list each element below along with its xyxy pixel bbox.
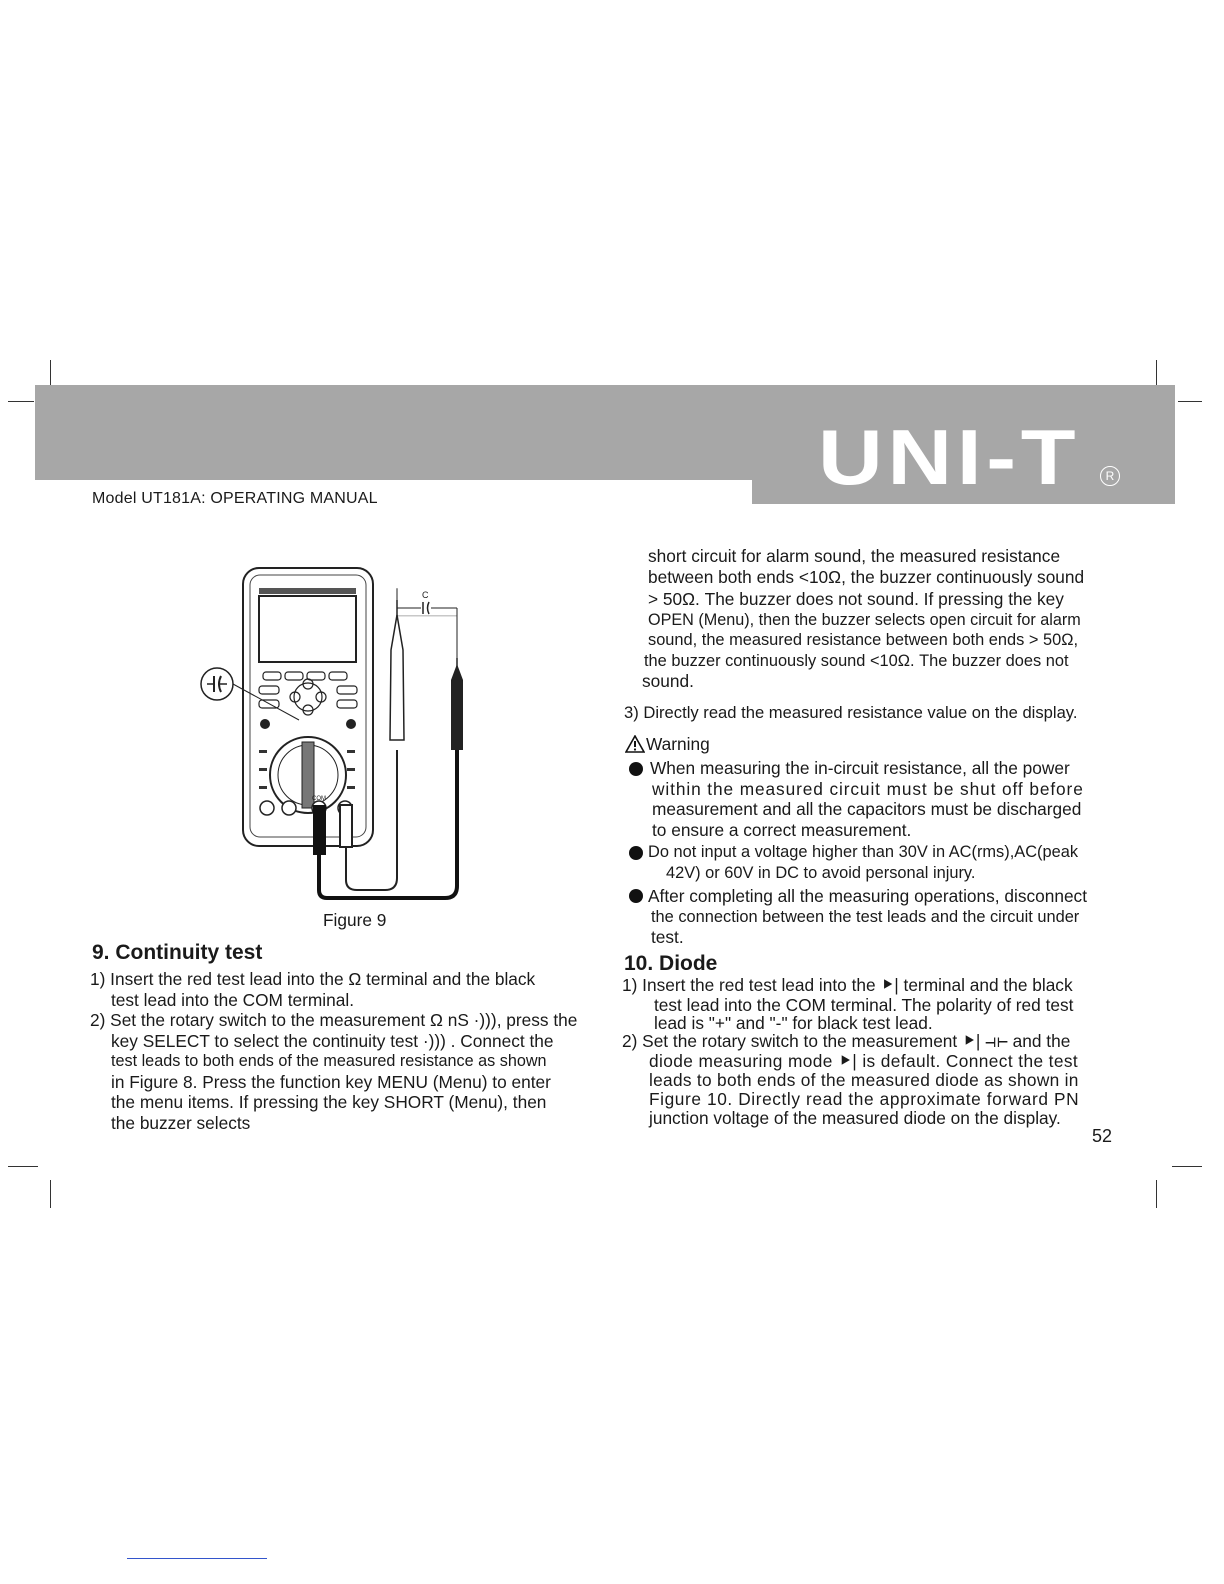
text-line: the menu items. If pressing the key SHORT (Menu), then xyxy=(111,1092,547,1112)
footer-rule xyxy=(127,1558,267,1559)
multimeter-figure xyxy=(195,560,480,910)
text-line: test lead into the COM terminal. xyxy=(111,989,355,1010)
com-label: COM xyxy=(312,796,326,802)
text-line: diode measuring mode ⯈| is default. Connect the test xyxy=(649,1050,1079,1071)
text-line: When measuring the in-circuit resistance, all the power xyxy=(650,758,1070,778)
text-line: key SELECT to select the continuity test ·))) . Connect the xyxy=(111,1030,554,1051)
text-line: in Figure 8. Press the function key MENU (Menu) to enter xyxy=(111,1071,551,1092)
section-10-step-2 xyxy=(622,1031,1079,1128)
text-line: measurement and all the capacitors must be discharged xyxy=(652,799,1082,819)
text-line: the buzzer selects xyxy=(111,1112,251,1133)
warning-item-3 xyxy=(648,886,1087,948)
text-line: leads to both ends of the measured diode as shown in xyxy=(649,1069,1079,1090)
crop-mark xyxy=(8,401,34,402)
text-line: > 50Ω. The buzzer does not sound. If pressing the key xyxy=(648,589,1064,609)
red-probe xyxy=(390,615,404,740)
text-line: the buzzer continuously sound <10Ω. The buzzer does not xyxy=(644,651,1069,670)
section-9-step-2 xyxy=(90,1010,577,1133)
registered-mark: R xyxy=(1100,466,1120,486)
crop-mark xyxy=(50,1180,51,1208)
text-line: 2) Set the rotary switch to the measurement Ω nS ·))), press the xyxy=(90,1010,578,1030)
red-plug xyxy=(340,805,352,847)
section-10-title: 10. Diode xyxy=(624,952,718,975)
text-line: junction voltage of the measured diode on the display. xyxy=(649,1107,1061,1128)
section-10-step-1 xyxy=(622,975,1073,1033)
warning-label: Warning xyxy=(646,734,710,754)
text-line: within the measured circuit must be shut off before xyxy=(652,778,1084,799)
figure-caption: Figure 9 xyxy=(323,910,387,930)
continuity-step-3: 3) Directly read the measured resistance value on the display. xyxy=(624,703,1078,722)
meter-screen xyxy=(259,596,356,662)
text-line: 42V) or 60V in DC to avoid personal injury. xyxy=(666,863,976,882)
text-line: sound, the measured resistance between both ends > 50Ω, xyxy=(648,631,1079,649)
warning-item-1 xyxy=(650,758,1084,840)
text-line: Figure 10. Directly read the approximate forward PN xyxy=(649,1088,1080,1109)
warning-icon xyxy=(625,735,645,753)
text-line: the connection between the test leads and the circuit under xyxy=(651,907,1080,926)
text-line: test. xyxy=(651,927,684,947)
bullet-icon xyxy=(629,846,643,860)
text-line: Do not input a voltage higher than 30V in AC(rms),AC(peak xyxy=(648,843,1079,861)
text-line: After completing all the measuring operations, disconnect xyxy=(648,886,1087,906)
crop-mark xyxy=(1172,1166,1202,1167)
text-line: 1) Insert the red test lead into the Ω terminal and the black xyxy=(90,969,536,989)
text-line: short circuit for alarm sound, the measured resistance xyxy=(648,546,1061,566)
bullet-icon xyxy=(629,889,643,903)
capacitor-label: C xyxy=(422,590,429,600)
crop-mark xyxy=(8,1166,38,1167)
black-probe xyxy=(451,664,463,750)
text-line: to ensure a correct measurement. xyxy=(652,819,912,840)
text-line: sound. xyxy=(642,671,694,691)
text-line: OPEN (Menu), then the buzzer selects open circuit for alarm xyxy=(648,610,1081,629)
capacitor-symbol-callout xyxy=(201,668,233,700)
section-9-title: 9. Continuity test xyxy=(92,941,263,964)
black-plug xyxy=(313,805,326,855)
text-line: lead is "+" and "-" for black test lead. xyxy=(654,1012,933,1033)
crop-mark xyxy=(1156,1180,1157,1208)
text-line: test leads to both ends of the measured resistance as shown xyxy=(111,1052,547,1070)
page-number: 52 xyxy=(1092,1126,1113,1146)
text-line: test lead into the COM terminal. The polarity of red test xyxy=(654,994,1074,1015)
section-9-step-1 xyxy=(90,969,535,1010)
brand-logo: UNI-T xyxy=(818,413,1081,501)
crop-mark xyxy=(1178,401,1202,402)
warning-item-2 xyxy=(648,842,1078,883)
continuity-continued xyxy=(642,546,1084,692)
text-line: between both ends <10Ω, the buzzer continuously sound xyxy=(648,566,1085,587)
text-line: 1) Insert the red test lead into the ⯈| terminal and the black xyxy=(622,975,1073,995)
text-line: 2) Set the rotary switch to the measurement ⯈| ⊣⊢ and the xyxy=(622,1031,1071,1051)
model-line: Model UT181A: OPERATING MANUAL xyxy=(92,490,378,507)
bullet-icon xyxy=(629,762,643,776)
screen-top-strip xyxy=(259,588,356,594)
